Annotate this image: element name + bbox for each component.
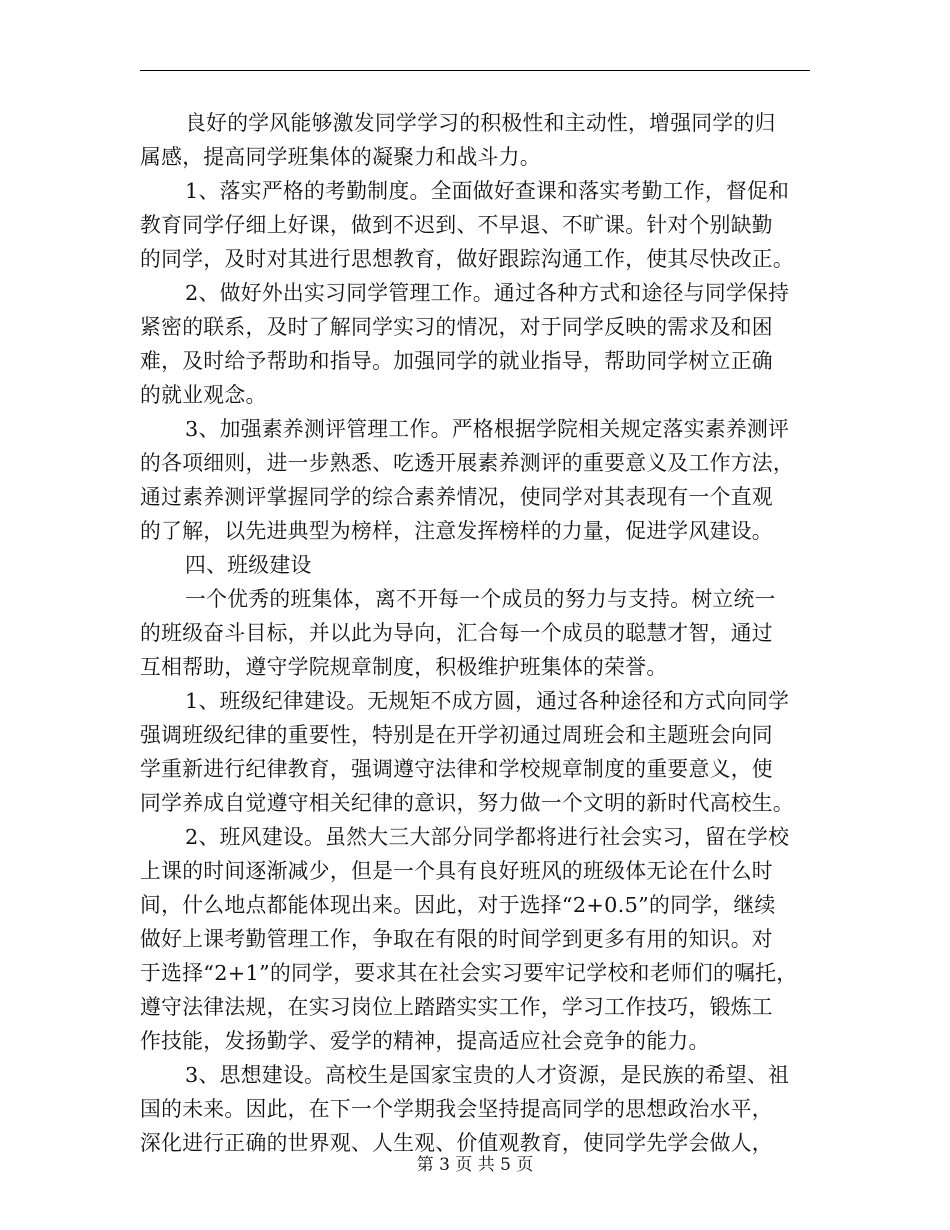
text-line: 1、落实严格的考勤制度。全面做好查课和落实考勤工作，督促和 <box>185 179 790 203</box>
text-line: 良好的学风能够激发同学学习的积极性和主动性，增强同学的归 <box>185 111 776 135</box>
text-line: 做好上课考勤管理工作，争取在有限的时间学到更多有用的知识。对 <box>140 927 773 951</box>
text-line: 3、思想建设。高校生是国家宝贵的人才资源，是民族的希望、祖 <box>185 1063 790 1087</box>
text-line: 教育同学仔细上好课，做到不迟到、不早退、不旷课。针对个别缺勤 <box>140 213 773 237</box>
text-line: 间，什么地点都能体现出来。因此，对于选择“2+0.5”的同学，继续 <box>140 893 776 917</box>
text-line: 3、加强素养测评管理工作。严格根据学院相关规定落实素养测评 <box>185 417 790 441</box>
text-line: 互相帮助，遵守学院规章制度，积极维护班集体的荣誉。 <box>140 655 668 679</box>
text-line: 上课的时间逐渐减少，但是一个具有良好班风的班级体无论在什么时 <box>140 859 773 883</box>
text-line: 的班级奋斗目标，并以此为导向，汇合每一个成员的聪慧才智，通过 <box>140 621 773 645</box>
page-number: 第 3 页 共 5 页 <box>416 1155 534 1175</box>
header-rule <box>140 70 810 71</box>
section-heading: 四、班级建设 <box>185 553 312 577</box>
text-line: 2、班风建设。虽然大三大部分同学都将进行社会实习，留在学校 <box>185 825 790 849</box>
text-line: 深化进行正确的世界观、人生观、价值观教育，使同学先学会做人， <box>140 1131 773 1155</box>
text-line: 属感，提高同学班集体的凝聚力和战斗力。 <box>140 145 541 169</box>
text-line: 的各项细则，进一步熟悉、吃透开展素养测评的重要意义及工作方法， <box>140 451 794 475</box>
text-line: 于选择“2+1”的同学，要求其在社会实习要牢记学校和老师们的嘱托， <box>140 961 798 985</box>
text-line: 强调班级纪律的重要性，特别是在开学初通过周班会和主题班会向同 <box>140 723 773 747</box>
text-line: 遵守法律法规，在实习岗位上踏踏实实工作，学习工作技巧，锻炼工 <box>140 995 773 1019</box>
text-line: 学重新进行纪律教育，强调遵守法律和学校规章制度的重要意义，使 <box>140 757 773 781</box>
text-line: 一个优秀的班集体，离不开每一个成员的努力与支持。树立统一 <box>185 587 776 611</box>
text-line: 的了解，以先进典型为榜样，注意发挥榜样的力量，促进学风建设。 <box>140 519 773 543</box>
text-line: 难，及时给予帮助和指导。加强同学的就业指导，帮助同学树立正确 <box>140 349 773 373</box>
text-line: 1、班级纪律建设。无规矩不成方圆，通过各种途径和方式向同学 <box>185 689 790 713</box>
text-line: 同学养成自觉遵守相关纪律的意识，努力做一个文明的新时代高校生。 <box>140 791 794 815</box>
text-line: 紧密的联系，及时了解同学实习的情况，对于同学反映的需求及和困 <box>140 315 773 339</box>
text-line: 2、做好外出实习同学管理工作。通过各种方式和途径与同学保持 <box>185 281 790 305</box>
text-line: 作技能，发扬勤学、爱学的精神，提高适应社会竞争的能力。 <box>140 1029 710 1053</box>
text-line: 的就业观念。 <box>140 383 267 407</box>
text-line: 的同学，及时对其进行思想教育，做好跟踪沟通工作，使其尽快改正。 <box>140 247 794 271</box>
text-line: 国的未来。因此，在下一个学期我会坚持提高同学的思想政治水平， <box>140 1097 773 1121</box>
text-line: 通过素养测评掌握同学的综合素养情况，使同学对其表现有一个直观 <box>140 485 773 509</box>
